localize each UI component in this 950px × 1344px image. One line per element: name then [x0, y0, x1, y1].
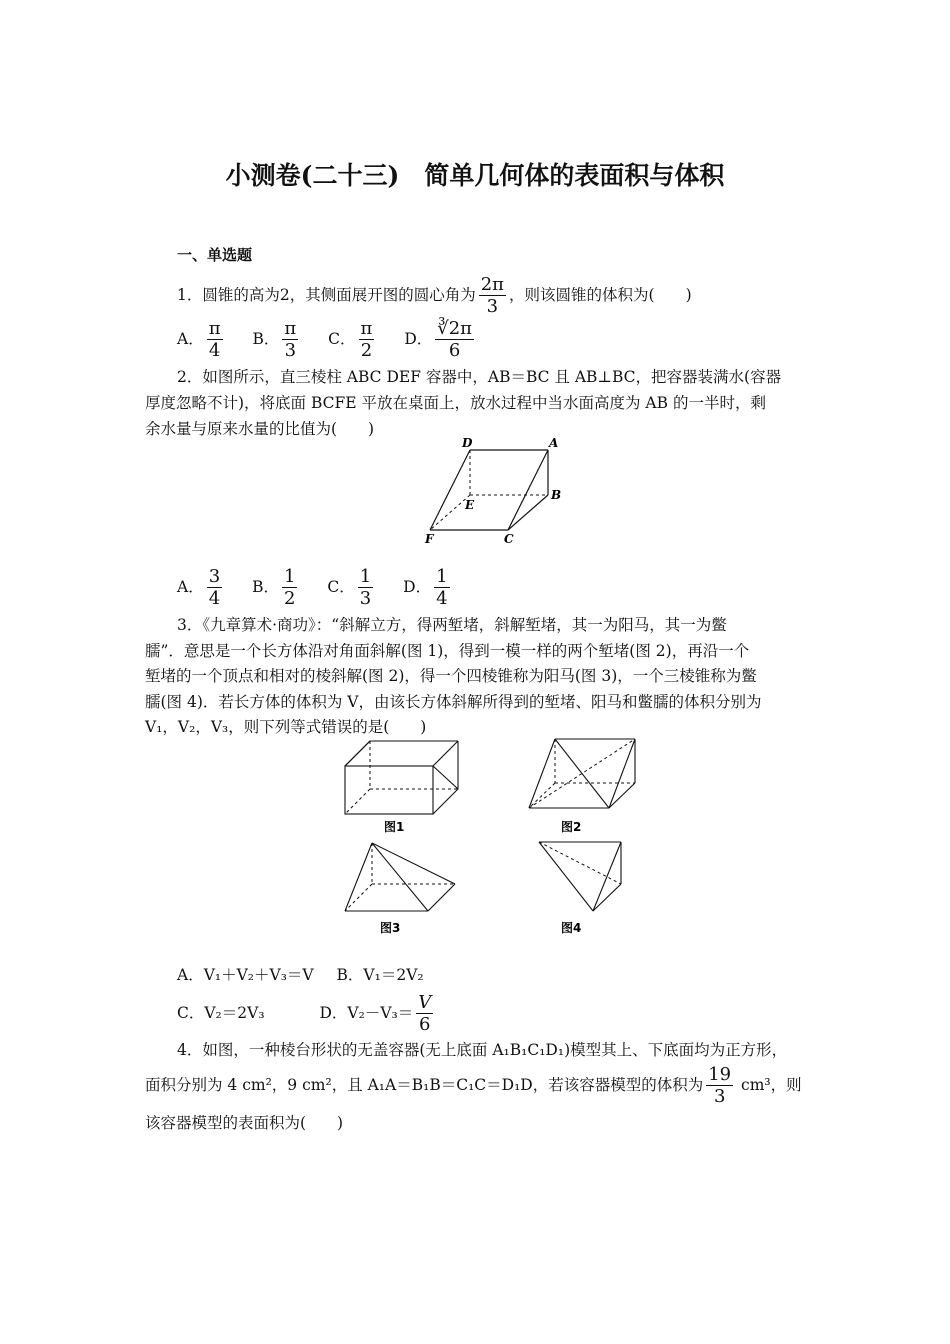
- q4-volume-fraction: $\frac{19}{3}$: [708, 1064, 732, 1107]
- q3-option-b[interactable]: B．V₁＝2V₂: [336, 966, 424, 984]
- q1-stem-pre: 1．圆锥的高为2，其侧面展开图的圆心角为: [177, 286, 476, 304]
- caption-fig4: 图4: [561, 921, 582, 935]
- q1-angle-fraction: [479, 274, 506, 318]
- q3-option-c[interactable]: C．V₂＝2V₃: [177, 1004, 265, 1022]
- page-title: 小测卷(二十三) 简单几何体的表面积与体积: [225, 161, 725, 190]
- q2-option-a[interactable]: A． $\frac{3}{4}$: [177, 566, 221, 609]
- caption-fig1: 图1: [384, 820, 405, 834]
- q1-angle-num: 2π: [480, 274, 505, 295]
- caption-fig2: 图2: [561, 820, 582, 834]
- q2-option-c[interactable]: C． $\frac{1}{3}$: [327, 566, 372, 609]
- q3-line4: 臑(图 4)．若长方体的体积为 V，由该长方体斜解所得到的堑堵、阳马和鳖臑的体积分别为: [145, 693, 762, 711]
- q3-option-d[interactable]: D．V₂－V₃＝ $\frac{V}{6}$: [319, 992, 432, 1035]
- q2-option-b[interactable]: B． $\frac{1}{2}$: [252, 566, 296, 609]
- label-e: E: [465, 498, 475, 512]
- q3-options-row1: [177, 965, 424, 985]
- q2-line3: 余水量与原来水量的比值为( ): [145, 420, 375, 438]
- q2-options: [177, 566, 453, 610]
- q1-option-d[interactable]: D． $\frac{∛2\pi}{6}$: [404, 318, 473, 361]
- q3-figure-3: [340, 838, 470, 938]
- label-b: B: [551, 488, 562, 502]
- q3-line1: 3．《九章算术·商功》：“斜解立方，得两堑堵，斜解堑堵，其一为阳马，其一为鳖: [177, 616, 727, 634]
- q3-figure-4: [525, 838, 645, 938]
- caption-fig3: 图3: [380, 921, 401, 935]
- q1-option-c[interactable]: C． $\frac{\pi}{2}$: [328, 318, 373, 361]
- q3-figure-1: [340, 736, 470, 836]
- q2-prism-figure: [415, 432, 575, 544]
- q4-line2: [145, 1064, 802, 1108]
- q1-options: [177, 318, 477, 362]
- q1-stem: [177, 274, 692, 318]
- edge-bc: [508, 495, 548, 530]
- q3-figure-2: [525, 736, 645, 836]
- label-f: F: [425, 532, 434, 544]
- label-c: C: [504, 532, 514, 544]
- q4-line2-post: cm³，则: [736, 1076, 802, 1094]
- q1-stem-post: ，则该圆锥的体积为( ): [509, 286, 692, 304]
- q4-line1: 4．如图，一种棱台形状的无盖容器(无上底面 A₁B₁C₁D₁)模型其上、下底面均为正方形，: [177, 1041, 788, 1059]
- label-a: A: [549, 436, 559, 450]
- q1-option-b[interactable]: B． $\frac{\pi}{3}$: [252, 318, 297, 361]
- q3-line5: V₁，V₂，V₃，则下列等式错误的是( ): [145, 718, 427, 736]
- q3-options-row2: [177, 992, 436, 1036]
- q2-option-d[interactable]: D． $\frac{1}{4}$: [403, 566, 448, 609]
- q2-line2: 厚度忽略不计)，将底面 BCFE 平放在桌面上，放水过程中当水面高度为 AB 的一半时，剩: [145, 394, 766, 412]
- edge-df: [430, 450, 470, 530]
- q1-angle-den: 3: [486, 296, 499, 317]
- label-d: D: [462, 436, 473, 450]
- q2-line1: 2．如图所示，直三棱柱 ABC DEF 容器中，AB＝BC 且 AB⊥BC，把容器装满水(容器: [177, 368, 782, 386]
- q4-line2-pre: 面积分别为 4 cm²，9 cm²，且 A₁A＝B₁B＝C₁C＝D₁D，若该容器模型的体积为: [145, 1076, 704, 1094]
- edge-ac: [508, 450, 548, 530]
- q3-line3: 堑堵的一个顶点和相对的棱斜解(图 2)，得一个四棱锥称为阳马(图 3)，一个三棱锥称为鳖: [145, 667, 757, 685]
- edge-ef: [430, 495, 470, 530]
- section-heading: 一、单选题: [177, 246, 253, 264]
- q1-option-a[interactable]: A． $\frac{\pi}{4}$: [177, 318, 221, 361]
- q3-option-a[interactable]: A．V₁＋V₂＋V₃＝V: [177, 966, 314, 984]
- q4-line3: 该容器模型的表面积为( ): [145, 1114, 344, 1132]
- q3-line2: 臑”．意思是一个长方体沿对角面斜解(图 1)，得到一模一样的两个堑堵(图 2)，再沿一个: [145, 642, 750, 660]
